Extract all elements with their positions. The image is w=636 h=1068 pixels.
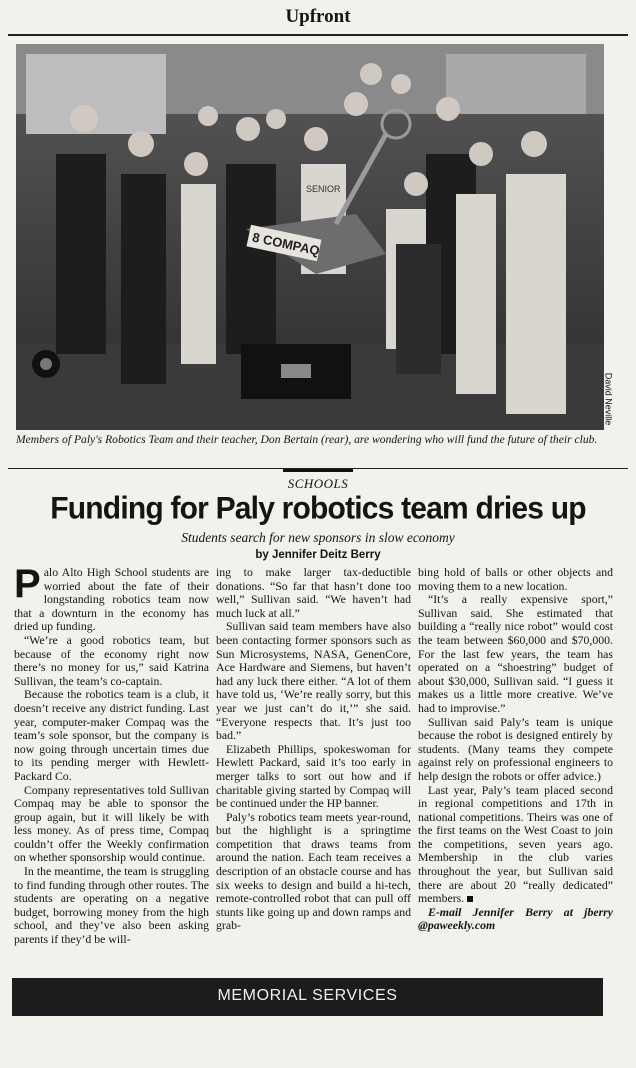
paragraph: Paly’s robotics team meets year-round, but the highlight is a springtime competition that draws teams from around the nation. Each team receives a description of an obstacle course and has six weeks to design and build a hi-tech, remote-controlled robot that can pull off stunts like going up and down ramps and grab- bbox=[216, 809, 411, 933]
memorial-services-banner bbox=[12, 978, 603, 1016]
team-photo bbox=[16, 44, 604, 430]
robot-sign: 8 COMPAQ bbox=[251, 229, 322, 259]
byline: by Jennifer Deitz Berry bbox=[255, 549, 381, 561]
paragraph: Company representatives told Sullivan Compaq may be able to sponsor the group again, but it will likely be with less money. As of press time, Compaq couldn’t offer the Weekly confirmation on whether sponsorship would continue. bbox=[14, 782, 209, 865]
headline: Funding for Paly robotics team dries up bbox=[50, 491, 586, 526]
article-column-3 bbox=[418, 566, 613, 933]
paragraph: Sullivan said Paly’s team is unique because the robot is designed entirely by students. (Many teams they compete against rely on professional engineers to help design the robots or offer advice.) bbox=[418, 714, 613, 783]
next-article-fragment bbox=[12, 1020, 603, 1068]
team-photo-illustration bbox=[16, 44, 604, 430]
header-rule bbox=[8, 34, 628, 36]
section-title: Upfront bbox=[285, 6, 351, 27]
memorial-services-label: MEMORIAL SERVICES bbox=[217, 987, 398, 1004]
paragraph: Because the robotics team is a club, it doesn’t receive any district funding. Last year, computer-maker Compaq was the team’s sole sponsor, but the company is now going through uncertain times due to its pending merger with Hewlett-Packard Co. bbox=[14, 687, 209, 783]
drop-cap: P bbox=[14, 562, 41, 606]
photo-credit bbox=[604, 370, 620, 430]
paragraph: Palo Alto High School students are worried about the fate of their longstanding robotics team now that a downturn in the economy has dried up funding. bbox=[14, 562, 209, 634]
paragraph: bing hold of balls or other objects and moving them to a new location. bbox=[418, 565, 613, 593]
paragraph: “We’re a good robotics team, but because of the economy right now there’s no money for us,” said Katrina Sullivan, the team’s co-captain. bbox=[14, 632, 209, 688]
paragraph: Sullivan said team members have also been contacting former sponsors such as Sun Microsystems, NASA, GenenCore, Ace Hardware and Siemens, but haven’t had any luck there either. “A lot of them have told us, ‘We’re really sorry, but this year we just can’t do it,’” she said. “Everyone respects that. It’s just too bad.” bbox=[216, 619, 411, 743]
photo-credit-text: David Neville bbox=[603, 372, 614, 426]
paragraph: ing to make larger tax-deductible donations. “So far that hasn’t done too well,” Sullivan said. “We haven’t had much luck at all.” bbox=[216, 565, 411, 620]
page-header bbox=[0, 0, 636, 36]
article-column-1 bbox=[14, 562, 209, 947]
section-marker bbox=[283, 469, 353, 472]
shirt-text: SENIOR bbox=[306, 184, 341, 194]
photo-caption: Members of Paly's Robotics Team and their teacher, Don Bertain (rear), are wondering who will fund the future of their club. bbox=[16, 433, 598, 446]
section-label: SCHOOLS bbox=[287, 476, 349, 491]
end-mark-icon bbox=[467, 896, 473, 902]
paragraph: Elizabeth Phillips, spokeswoman for Hewlett Packard, said it’s too early in merger talks to sort out how and if charitable giving started by Compaq will be continued under the HP banner. bbox=[216, 741, 411, 811]
paragraph: Last year, Paly’s team placed second in regional competitions and 17th in national competitions. Theirs was one of the first teams on the West Coast to join the competitions, seven years ago. Membership in the club varies throughout the year, but Sullivan said there are about 20 “really dedicated” members. bbox=[418, 782, 613, 906]
paragraph: In the meantime, the team is struggling to find funding through other routes. The students are operating on a negative budget, borrowing money from the high school, and they’ve also been asking parents if they’d be will- bbox=[14, 864, 209, 947]
subhead: Students search for new sponsors in slow economy bbox=[181, 530, 455, 545]
article-column-2 bbox=[216, 566, 411, 933]
email-signoff: E-mail Jennifer Berry at jberry @paweekly.com bbox=[418, 904, 613, 933]
paragraph: “It’s a really expensive sport,” Sullivan said. She estimated that building a “really nice robot” would cost the team between $60,000 and $70,000. For the last few years, the team has operated on a “shoestring” budget of about $30,000, Sullivan said. “I guess it makes us a little more creative. We’ve had to improvise.” bbox=[418, 592, 613, 715]
